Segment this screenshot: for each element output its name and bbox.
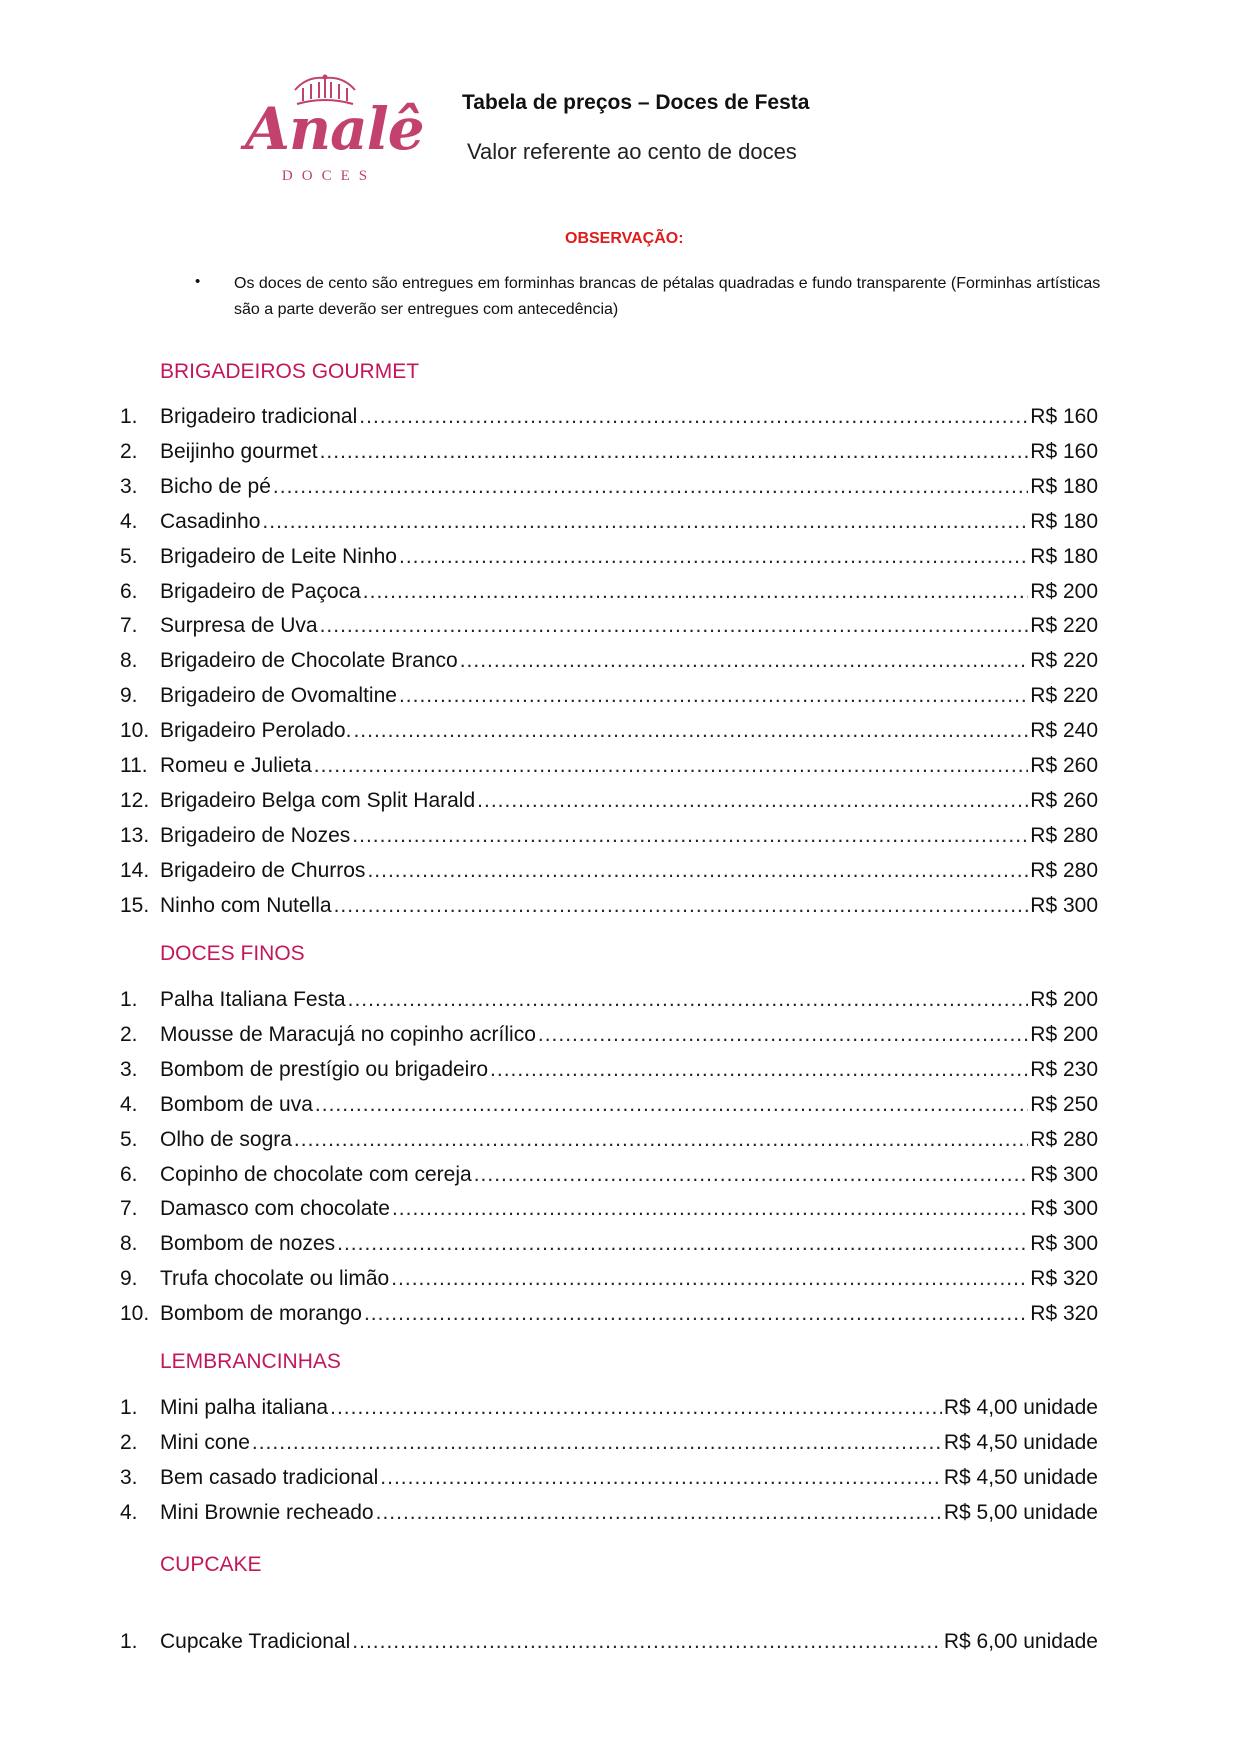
item-name: Brigadeiro de Ovomaltine xyxy=(160,684,397,708)
item-price: R$ 220 xyxy=(1030,649,1098,673)
price-list-item xyxy=(120,1501,1098,1533)
item-name: Ninho com Nutella xyxy=(160,893,332,917)
leader-dots xyxy=(252,1431,942,1455)
leader-dots xyxy=(477,789,1028,813)
leader-dots xyxy=(474,1163,1029,1187)
price-list-item xyxy=(120,1232,1098,1264)
item-price: R$ 160 xyxy=(1030,405,1098,428)
item-name: Copinho de chocolate com cereja xyxy=(160,1162,472,1186)
item-number: 13. xyxy=(120,823,150,847)
item-number: 4. xyxy=(120,1092,138,1116)
price-list-item xyxy=(120,580,1098,612)
price-list-item xyxy=(120,1128,1098,1160)
item-number: 1. xyxy=(120,1630,138,1653)
price-list-item xyxy=(120,1267,1098,1299)
item-price: R$ 200 xyxy=(1030,1022,1098,1046)
leader-dots xyxy=(538,1023,1028,1047)
item-name: Brigadeiro de Chocolate Branco xyxy=(160,649,458,673)
observation-text: Os doces de cento são entregues em forminhas brancas de pétalas quadradas e fundo transparente (Forminhas artísticas são a parte deverão ser entregues com antecedência) xyxy=(234,275,1101,318)
price-list-item xyxy=(120,545,1098,577)
leader-dots xyxy=(262,510,1028,534)
item-price: R$ 230 xyxy=(1030,1057,1098,1081)
item-price: R$ 250 xyxy=(1030,1092,1098,1116)
item-number: 15. xyxy=(120,893,150,917)
price-list-item xyxy=(120,1466,1098,1498)
section-title-brigadeiros: BRIGADEIROS GOURMET xyxy=(160,360,420,383)
item-name: Palha Italiana Festa xyxy=(160,988,346,1011)
price-list-item xyxy=(120,1431,1098,1463)
price-list-item xyxy=(120,405,1098,437)
item-number: 5. xyxy=(120,544,138,568)
item-number: 10. xyxy=(120,1302,150,1326)
item-name: Trufa chocolate ou limão xyxy=(160,1267,390,1291)
item-price: R$ 280 xyxy=(1030,823,1098,847)
item-price: R$ 300 xyxy=(1030,1197,1098,1221)
item-name: Bem casado tradicional xyxy=(160,1465,379,1489)
brand-logo xyxy=(245,74,424,194)
leader-dots xyxy=(314,754,1029,778)
price-list-item xyxy=(120,510,1098,542)
price-list-item xyxy=(120,614,1098,646)
item-price: R$ 280 xyxy=(1030,858,1098,882)
price-list-item xyxy=(120,1197,1098,1229)
item-name: Brigadeiro Perolado. xyxy=(160,719,352,743)
item-name: Mini cone xyxy=(160,1430,250,1454)
price-list-item xyxy=(120,1058,1098,1090)
price-list-item xyxy=(120,719,1098,751)
leader-dots xyxy=(380,1466,942,1490)
item-number: 2. xyxy=(120,1022,138,1046)
price-list-item xyxy=(120,824,1098,856)
price-list-item xyxy=(120,475,1098,507)
item-number: 1. xyxy=(120,405,138,428)
item-number: 3. xyxy=(120,1465,138,1489)
bullet-icon: • xyxy=(195,273,201,290)
price-list-item xyxy=(120,1093,1098,1125)
item-price: R$ 4,00 unidade xyxy=(943,1396,1098,1419)
item-name: Bombom de uva xyxy=(160,1092,313,1116)
item-number: 8. xyxy=(120,649,138,673)
item-name: Casadinho xyxy=(160,509,261,533)
leader-dots xyxy=(352,1630,942,1654)
item-name: Bicho de pé xyxy=(160,474,271,498)
item-name: Surpresa de Uva xyxy=(160,614,318,638)
item-name: Brigadeiro de Leite Ninho xyxy=(160,544,397,568)
item-price: R$ 160 xyxy=(1030,439,1098,463)
item-number: 14. xyxy=(120,858,150,882)
item-price: R$ 4,50 unidade xyxy=(943,1465,1098,1489)
leader-dots xyxy=(490,1058,1028,1082)
item-name: Brigadeiro de Paçoca xyxy=(160,579,361,603)
item-number: 5. xyxy=(120,1127,138,1151)
item-number: 7. xyxy=(120,614,138,638)
section-title-cupcake: CUPCAKE xyxy=(160,1553,262,1576)
leader-dots xyxy=(353,719,1028,743)
leader-dots xyxy=(273,475,1028,499)
leader-dots xyxy=(460,649,1029,673)
price-list-item xyxy=(120,754,1098,786)
price-list-item xyxy=(120,684,1098,716)
leader-dots xyxy=(348,988,1029,1012)
item-name: Olho de sogra xyxy=(160,1127,292,1151)
page-title: Tabela de preços – Doces de Festa xyxy=(462,91,810,114)
item-number: 6. xyxy=(120,1162,138,1186)
leader-dots xyxy=(294,1128,1028,1152)
leader-dots xyxy=(364,1302,1028,1326)
item-name: Brigadeiro tradicional xyxy=(160,405,358,428)
item-number: 4. xyxy=(120,1500,138,1524)
section-title-doces-finos: DOCES FINOS xyxy=(160,942,305,965)
leader-dots xyxy=(399,545,1028,569)
item-number: 9. xyxy=(120,684,138,708)
leader-dots xyxy=(399,684,1028,708)
observation-heading: OBSERVAÇÃO: xyxy=(565,230,684,247)
leader-dots xyxy=(320,440,1029,464)
price-list-item xyxy=(120,1023,1098,1055)
leader-dots xyxy=(337,1232,1028,1256)
item-number: 7. xyxy=(120,1197,138,1221)
item-name: Romeu e Julieta xyxy=(160,754,312,777)
item-price: R$ 5,00 unidade xyxy=(943,1500,1098,1524)
page-subtitle: Valor referente ao cento de doces xyxy=(467,139,797,164)
price-list-item xyxy=(120,1630,1098,1662)
item-price: R$ 240 xyxy=(1030,719,1098,743)
item-name: Brigadeiro Belga com Split Harald xyxy=(160,788,476,812)
item-number: 11. xyxy=(120,754,148,777)
item-name: Cupcake Tradicional xyxy=(160,1630,351,1653)
brand-tagline: DOCES xyxy=(281,168,377,184)
leader-dots xyxy=(359,405,1028,429)
item-price: R$ 180 xyxy=(1030,509,1098,533)
item-name: Bombom de morango xyxy=(160,1302,362,1326)
leader-dots xyxy=(376,1501,942,1525)
item-price: R$ 180 xyxy=(1030,474,1098,498)
item-number: 10. xyxy=(120,719,150,743)
price-list-item xyxy=(120,649,1098,681)
item-number: 4. xyxy=(120,509,138,533)
item-price: R$ 300 xyxy=(1030,893,1098,917)
item-name: Bombom de nozes xyxy=(160,1232,336,1256)
item-name: Damasco com chocolate xyxy=(160,1197,390,1221)
item-number: 2. xyxy=(120,439,138,463)
item-price: R$ 260 xyxy=(1030,754,1098,777)
item-price: R$ 200 xyxy=(1030,579,1098,603)
item-number: 1. xyxy=(120,1396,138,1419)
item-number: 3. xyxy=(120,1057,138,1081)
item-price: R$ 320 xyxy=(1030,1267,1098,1291)
leader-dots xyxy=(315,1093,1028,1117)
section-title-lembrancinhas: LEMBRANCINHAS xyxy=(160,1350,341,1373)
leader-dots xyxy=(352,824,1028,848)
item-name: Brigadeiro de Nozes xyxy=(160,823,351,847)
item-price: R$ 200 xyxy=(1030,988,1098,1011)
item-price: R$ 6,00 unidade xyxy=(943,1630,1098,1653)
item-price: R$ 300 xyxy=(1030,1162,1098,1186)
item-name: Mousse de Maracujá no copinho acrílico xyxy=(160,1022,536,1046)
item-price: R$ 180 xyxy=(1030,544,1098,568)
price-list-item xyxy=(120,1302,1098,1334)
leader-dots xyxy=(363,580,1028,604)
item-number: 2. xyxy=(120,1430,138,1454)
item-name: Beijinho gourmet xyxy=(160,439,318,463)
price-list-item xyxy=(120,988,1098,1020)
price-list-item xyxy=(120,1163,1098,1195)
price-list-item xyxy=(120,440,1098,472)
item-price: R$ 220 xyxy=(1030,614,1098,638)
item-price: R$ 300 xyxy=(1030,1232,1098,1256)
item-price: R$ 320 xyxy=(1030,1302,1098,1326)
price-list-item xyxy=(120,894,1098,926)
leader-dots xyxy=(391,1267,1028,1291)
item-name: Bombom de prestígio ou brigadeiro xyxy=(160,1057,489,1081)
item-price: R$ 220 xyxy=(1030,684,1098,708)
price-list-item xyxy=(120,859,1098,891)
item-number: 6. xyxy=(120,579,138,603)
leader-dots xyxy=(320,614,1029,638)
price-list-item xyxy=(120,1396,1098,1428)
item-name: Mini palha italiana xyxy=(160,1396,329,1419)
item-price: R$ 4,50 unidade xyxy=(943,1430,1098,1454)
item-number: 1. xyxy=(120,988,138,1011)
item-number: 3. xyxy=(120,474,138,498)
item-number: 12. xyxy=(120,788,150,812)
item-number: 8. xyxy=(120,1232,138,1256)
item-number: 9. xyxy=(120,1267,138,1291)
item-name: Brigadeiro de Churros xyxy=(160,858,366,882)
leader-dots xyxy=(330,1396,942,1420)
leader-dots xyxy=(367,859,1028,883)
item-price: R$ 280 xyxy=(1030,1127,1098,1151)
brand-name: Analê xyxy=(245,95,424,163)
leader-dots xyxy=(392,1197,1028,1221)
item-price: R$ 260 xyxy=(1030,788,1098,812)
price-list-item xyxy=(120,789,1098,821)
item-name: Mini Brownie recheado xyxy=(160,1500,374,1524)
leader-dots xyxy=(334,894,1029,918)
